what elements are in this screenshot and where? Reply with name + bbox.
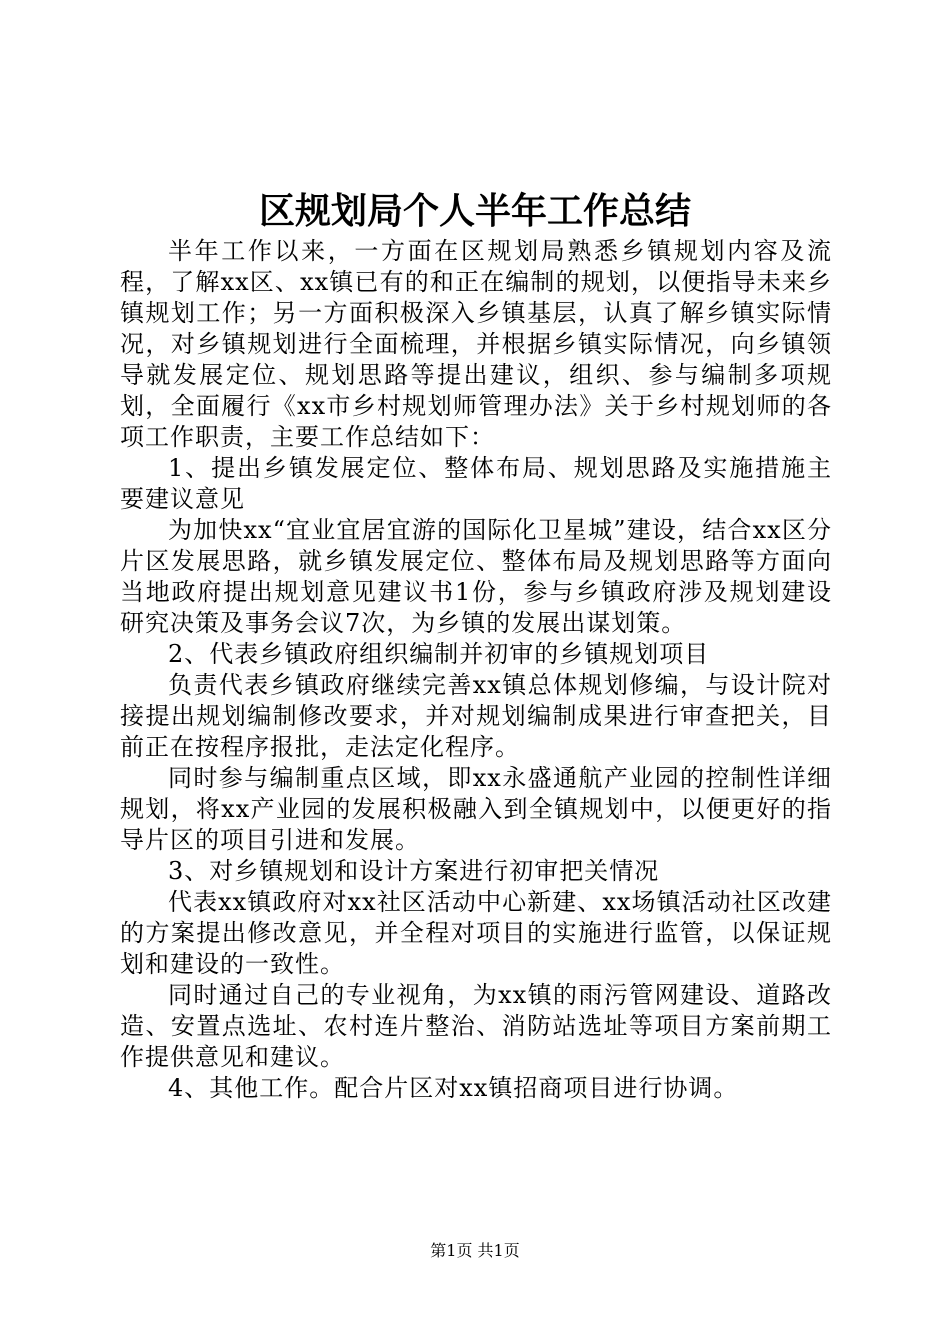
section-heading-1: 1、提出乡镇发展定位、整体布局、规划思路及实施措施主要建议意见 (120, 454, 832, 513)
document-title: 区规划局个人半年工作总结 (258, 190, 691, 232)
section-heading-4: 4、其他工作。配合片区对xx镇招商项目进行协调。 (168, 1074, 739, 1102)
paragraph-intro: 半年工作以来，一方面在区规划局熟悉乡镇规划内容及流程，了解xx区、xx镇已有的和正在编制的规划，以便指导未来乡镇规划工作；另一方面积极深入乡镇基层，认真了解乡镇实际情况，对乡镇规划进行全面梳理，并根据乡镇实际情况，向乡镇领导就发展定位、规划思路等提出建议，组织、参与编制多项规划，全面履行《xx市乡村规划师管理办法》关于乡村规划师的各项工作职责，主要工作总结如下： (120, 237, 832, 451)
paragraph-section-2a: 负责代表乡镇政府继续完善xx镇总体规划修编，与设计院对接提出规划编制修改要求，并对规划编制成果进行审查把关，目前正在按程序报批，走法定化程序。 (120, 671, 832, 761)
section-heading-2: 2、代表乡镇政府组织编制并初审的乡镇规划项目 (168, 640, 710, 668)
page-footer: 第1页 共1页 (430, 1241, 520, 1260)
paragraph-section-2b: 同时参与编制重点区域，即xx永盛通航产业园的控制性详细规划，将xx产业园的发展积极融入到全镇规划中，以便更好的指导片区的项目引进和发展。 (120, 764, 832, 854)
paragraph-section-1: 为加快xx“宜业宜居宜游的国际化卫星城”建设，结合xx区分片区发展思路，就乡镇发展定位、整体布局及规划思路等方面向当地政府提出规划意见建议书1份，参与乡镇政府涉及规划建设研究决策及事务会议7次，为乡镇的发展出谋划策。 (120, 516, 832, 637)
paragraph-section-3a: 代表xx镇政府对xx社区活动中心新建、xx场镇活动社区改建的方案提出修改意见，并全程对项目的实施进行监管，以保证规划和建设的一致性。 (120, 888, 832, 978)
paragraph-section-3b: 同时通过自己的专业视角，为xx镇的雨污管网建设、道路改造、安置点选址、农村连片整治、消防站选址等项目方案前期工作提供意见和建议。 (120, 981, 832, 1071)
section-heading-3: 3、对乡镇规划和设计方案进行初审把关情况 (168, 857, 660, 885)
document-body (120, 236, 832, 1104)
